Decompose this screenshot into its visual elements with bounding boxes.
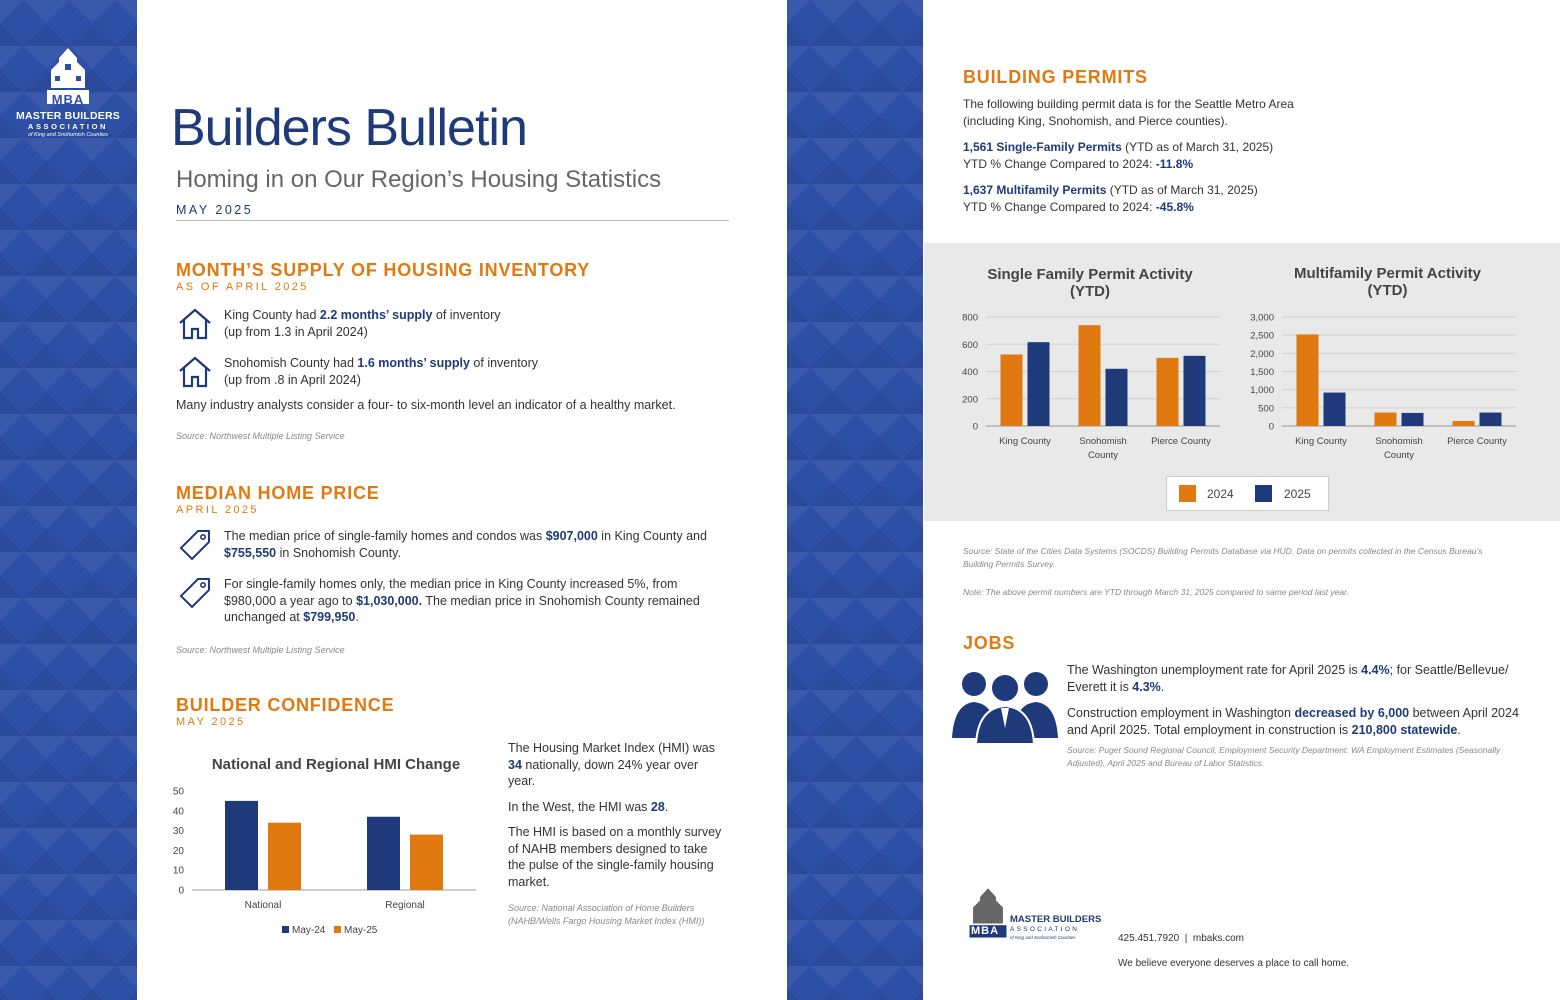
page-title: Builders Bulletin [171,99,527,157]
footer-logo-sub: of King and Snohomish Counties [1010,935,1076,940]
y-tick-label: 0 [1268,421,1274,433]
median-title: MEDIAN HOME PRICE [176,483,380,503]
permits-mf [963,182,1523,215]
median-p2 [176,576,721,626]
mf-chart-title: Multifamily Permit Activity (YTD) [1294,265,1481,299]
logo-subtitle: of King and Snohomish Counties [27,132,109,138]
hmi-p2-c: . [664,799,669,814]
jobs-p1 [1067,662,1527,695]
hmi-national-value: 34 [508,757,522,772]
footer-logo-letters: MBA [971,925,1000,937]
y-tick-label: 2,000 [1250,348,1274,360]
legend-swatch-2025 [1255,485,1272,502]
median-section [176,483,721,657]
jobs-p1-c: ; for Seattle/Bellevue/ Everett it is [1067,663,1509,694]
sf-chart-title: Single Family Permit Activity (YTD) [987,266,1193,300]
bar-May-24-regional [367,817,400,890]
median-p1-e: in Snohomish County. [276,545,401,560]
footer-contact[interactable]: 425.451.7920 | mbaks.com [1118,933,1245,944]
hmi-bar-chart [170,780,490,940]
y-tick-label: 1,500 [1250,367,1274,378]
median-p1 [176,528,721,562]
construction-total: 210,800 statewide [1351,722,1458,737]
mf-permits-count: 1,637 Multifamily Permits [963,183,1107,197]
sno-supply: 1.6 months’ supply [357,356,470,370]
median-p2-a: For single-family homes only, the median price in King County increased 5%, from $980,000 a year ago to [224,577,678,608]
y-tick-label: 500 [1258,403,1274,415]
bar-2025-king-county [1028,342,1050,426]
x-category-label: Pierce County [1151,436,1211,447]
median-p1-c: in King County and [597,529,707,543]
y-tick-label: 30 [172,826,184,838]
hmi-p2 [508,799,723,816]
header-divider [176,220,729,221]
house-icon [176,307,214,341]
mba-logo [14,44,122,139]
issue-date: MAY 2025 [176,203,254,217]
jobs-title: JOBS [963,633,1016,653]
hmi-p3: The HMI is based on a monthly survey of NAHB members designed to take the pulse of the single-family housing market. [508,825,722,889]
permits-sf [963,139,1523,172]
metro-unemployment-rate: 4.3% [1132,679,1161,694]
jobs-p1-e: . [1160,679,1165,694]
inventory-note: Many industry analysts consider a four- to six-month level an indicator of a healthy market. [176,398,676,412]
mf-permits-l2: YTD % Change Compared to 2024: [963,199,1156,214]
legend-label-2025: 2025 [1284,487,1311,501]
y-tick-label: 20 [172,845,184,857]
permit-chart-legend [1166,476,1329,511]
confidence-source: Source: National Association of Home Builders (NAHB/Wells Fargo Housing Market Index (HMI)) [508,903,705,926]
permits-section [963,67,1523,215]
snohomish-median-price: $755,550 [224,545,277,560]
permits-intro: The following building permit data is for the Seattle Metro Area (including King, Snohomish, and Pierce counties). [963,97,1294,128]
construction-decrease: decreased by 6,000 [1294,706,1410,720]
sf-permits-count: 1,561 Single-Family Permits [963,140,1122,154]
y-tick-label: 0 [972,421,978,433]
king-median-price: $907,000 [545,529,598,543]
logo-name: MASTER BUILDERS [16,110,120,122]
sf-permits-pct: -11.8% [1155,156,1194,171]
sno-line2: (up from .8 in April 2024) [224,372,361,387]
king-post: of inventory [432,308,501,322]
inventory-source: Source: Northwest Multiple Listing Service [176,430,345,441]
legend-label: May-25 [344,925,378,936]
bar-2025-snohomish-county [1402,413,1424,426]
x-category-label: County [1383,450,1415,461]
bar-May-25-national [268,823,301,890]
price-tag-icon [176,576,214,610]
middle-decorative-stripe [787,0,923,1000]
bar-2025-king-county [1324,393,1346,426]
confidence-subtitle: MAY 2025 [176,716,246,728]
legend-swatch [282,926,289,933]
jobs-p2-e: . [1457,722,1461,737]
bar-2024-snohomish-county [1079,325,1101,426]
bar-2025-snohomish-county [1106,369,1128,426]
permits-note: Note: The above permit numbers are YTD through March 31, 2025 compared to same period last year. [963,587,1350,597]
y-tick-label: 800 [962,312,978,324]
median-p2-e: . [355,610,359,624]
x-category-label: Regional [385,900,425,911]
legend-swatch-2024 [1179,485,1196,502]
bar-2025-pierce-county [1480,413,1502,426]
permits-title: BUILDING PERMITS [963,67,1148,87]
bar-2024-pierce-county [1453,421,1475,426]
median-p2-c: The median price in Snohomish County remained unchanged at [224,593,700,624]
confidence-header [176,695,394,728]
bar-2024-king-county [1001,354,1023,426]
price-tag-icon [176,528,214,562]
footer-logo-assoc: ASSOCIATION [1010,926,1080,933]
hmi-p1-c: nationally, down 24% year over year. [508,757,699,788]
king-sf-median-price: $1,030,000. [356,593,423,608]
hmi-p2-a: In the West, the HMI was [508,799,651,814]
median-p1-a: The median price of single-family homes and condos was [224,529,546,543]
bar-2024-pierce-county [1157,358,1179,426]
jobs-source: Source: Puget Sound Regional Council, Employment Security Department: WA Employment Estimates (Seasonally Adjusted), April 2025 and Bureau of Labor Statistics. [1067,745,1501,768]
bar-May-24-national [225,801,258,890]
x-category-label: King County [999,436,1051,447]
people-group-icon [950,668,1060,744]
mf-permits-pct: -45.8% [1155,199,1194,214]
sf-permit-bar-chart [944,308,1229,468]
hmi-west-value: 28 [650,799,665,814]
permits-source: Source: State of the Cities Data Systems (SOCDS) Building Permits Database via HUD. Data on permits collected in the Census Bureau’s Building Permits Survey. [963,546,1483,569]
inventory-subtitle: AS OF APRIL 2025 [176,281,309,293]
x-category-label: Snohomish [1079,436,1127,447]
logo-letters: MBA [51,92,85,107]
y-tick-label: 10 [172,865,184,877]
sf-permits-post: (YTD as of March 31, 2025) [1121,140,1274,154]
y-tick-label: 2,500 [1250,330,1274,342]
x-category-label: Pierce County [1447,436,1507,447]
bar-2024-king-county [1297,334,1319,426]
median-source: Source: Northwest Multiple Listing Service [176,644,345,655]
page-subtitle: Homing in on Our Region’s Housing Statistics [176,166,662,193]
y-tick-label: 40 [172,806,184,818]
footer-tagline: We believe everyone deserves a place to call home. [1118,958,1350,969]
inventory-king [176,307,736,341]
y-tick-label: 1,000 [1250,385,1274,397]
hmi-p1-a: The Housing Market Index (HMI) was [508,741,716,755]
wa-unemployment-rate: 4.4% [1361,663,1390,677]
jobs-p2-c: between April 2024 and April 2025. Total employment in construction is [1067,706,1519,737]
sf-permits-l2: YTD % Change Compared to 2024: [963,156,1156,171]
mf-permit-bar-chart [1240,308,1530,468]
logo-association: ASSOCIATION [27,122,109,131]
legend-label-2024: 2024 [1207,487,1234,501]
king-supply: 2.2 months’ supply [319,308,433,322]
median-subtitle: APRIL 2025 [176,504,259,516]
y-tick-label: 0 [178,885,184,897]
y-tick-label: 600 [962,339,978,351]
jobs-p2 [1067,705,1527,738]
hmi-chart-title: National and Regional HMI Change [211,756,461,773]
bar-May-25-regional [410,835,443,890]
jobs-text [1067,662,1527,770]
legend-label: May-24 [292,925,326,936]
confidence-text [508,740,723,928]
y-tick-label: 200 [962,394,978,406]
inventory-title: MONTH’S SUPPLY OF HOUSING INVENTORY [176,260,591,280]
x-category-label: King County [1295,436,1347,447]
x-category-label: County [1087,450,1119,461]
inventory-snohomish [176,355,736,389]
confidence-title: BUILDER CONFIDENCE [176,695,395,715]
inventory-section [176,260,736,443]
house-icon [176,355,214,389]
snohomish-sf-median-price: $799,950 [303,610,356,624]
x-category-label: National [244,900,282,911]
king-line2: (up from 1.3 in April 2024) [224,324,368,339]
mf-permits-post: (YTD as of March 31, 2025) [1106,183,1258,197]
legend-swatch [334,926,341,933]
jobs-p1-a: The Washington unemployment rate for April 2025 is [1067,663,1362,677]
y-tick-label: 3,000 [1250,312,1274,324]
y-tick-label: 50 [172,786,184,798]
sno-pre: Snohomish County had [224,356,358,370]
bar-2024-snohomish-county [1375,413,1397,426]
jobs-p2-a: Construction employment in Washington [1067,706,1295,720]
footer-logo-name: MASTER BUILDERS [1010,914,1102,925]
x-category-label: Snohomish [1375,436,1423,447]
y-tick-label: 400 [962,367,978,378]
left-decorative-stripe [0,0,137,1000]
hmi-p1 [508,740,723,790]
sno-post: of inventory [469,356,539,370]
bar-2025-pierce-county [1184,356,1206,426]
king-pre: King County had [224,308,320,322]
